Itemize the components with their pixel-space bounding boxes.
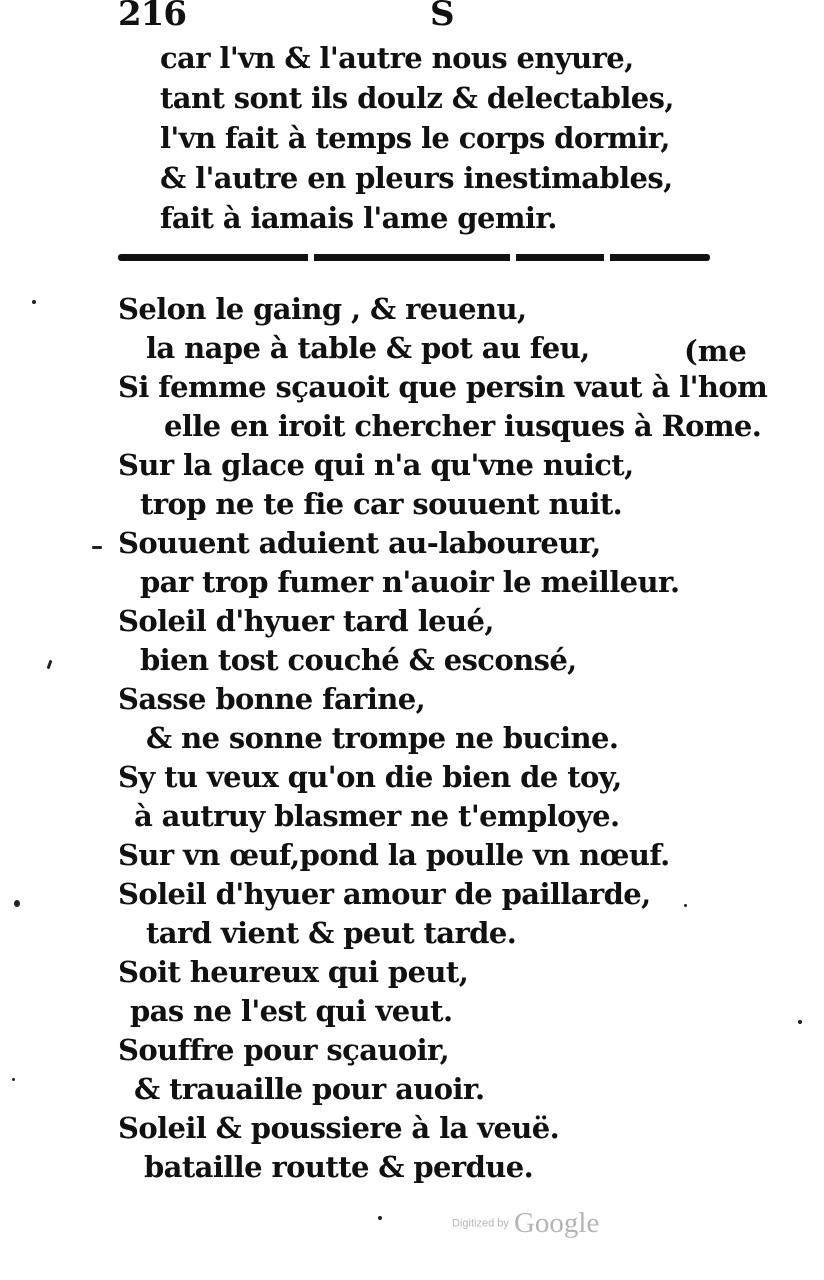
digitization-watermark [452, 1207, 599, 1240]
proverb-line: bataille routte & perdue. [144, 1150, 534, 1184]
scan-speck [32, 300, 36, 304]
proverb-line: bien tost couché & esconsé, [140, 643, 577, 677]
proverb-line: Soleil d'hyuer tard leué, [118, 604, 494, 638]
proverb-line: Sur vn œuf,pond la poulle vn nœuf. [118, 838, 670, 872]
proverb-line: Soit heureux qui peut, [118, 955, 469, 989]
proverb-line: Souffre pour sçauoir, [118, 1033, 450, 1067]
section-divider [118, 254, 710, 261]
scan-speck [378, 1216, 382, 1220]
proverb-line: la nape à table & pot au feu, [146, 331, 590, 365]
proverb-line: Sy tu veux qu'on die bien de toy, [118, 760, 622, 794]
watermark-brand: Google [513, 1207, 600, 1239]
divider-gap [604, 254, 610, 261]
proverb-line: & trauaille pour auoir. [134, 1072, 485, 1106]
proverb-line: Souuent aduient au-laboureur, [118, 526, 601, 560]
scan-speck [12, 1078, 15, 1081]
proverb-line: Si femme sçauoit que persin vaut à l'hom [118, 370, 768, 404]
verse-line: l'vn fait à temps le corps dormir, [160, 121, 670, 155]
proverb-line: par trop fumer n'auoir le meilleur. [140, 565, 680, 599]
signature-mark: S [430, 0, 455, 34]
verse-line: tant sont ils doulz & delectables, [160, 81, 674, 115]
proverb-line: & ne sonne trompe ne bucine. [146, 721, 619, 755]
proverb-line: pas ne l'est qui veut. [130, 994, 453, 1028]
verse-line: car l'vn & l'autre nous enyure, [160, 41, 634, 75]
proverb-line: Sasse bonne farine, [118, 682, 426, 716]
page-number: 216 [118, 0, 186, 34]
page-header [0, 0, 824, 44]
proverb-line: Soleil d'hyuer amour de paillarde, [118, 877, 651, 911]
divider-gap [510, 254, 516, 261]
divider-gap [308, 254, 314, 261]
scan-speck [47, 660, 53, 669]
proverb-line: à autruy blasmer ne t'employe. [134, 799, 620, 833]
proverb-line: trop ne te fie car souuent nuit. [140, 487, 623, 521]
verse-line: & l'autre en pleurs inestimables, [160, 161, 673, 195]
scan-speck [798, 1020, 802, 1024]
proverb-line: tard vient & peut tarde. [146, 916, 517, 950]
scan-speck [684, 904, 687, 907]
proverb-line: Sur la glace qui n'a qu'vne nuict, [118, 448, 634, 482]
proverb-line: Selon le gaing , & reuenu, [118, 292, 527, 326]
proverb-line: elle en iroit chercher iusques à Rome. [164, 409, 762, 443]
proverb-line: Soleil & poussiere à la veuë. [118, 1111, 560, 1145]
verse-line: fait à iamais l'ame gemir. [160, 201, 557, 235]
scan-speck [92, 546, 102, 549]
watermark-prefix: Digitized by [452, 1217, 509, 1230]
scan-speck [14, 900, 20, 907]
line-overflow-turnover: (me [684, 334, 747, 368]
